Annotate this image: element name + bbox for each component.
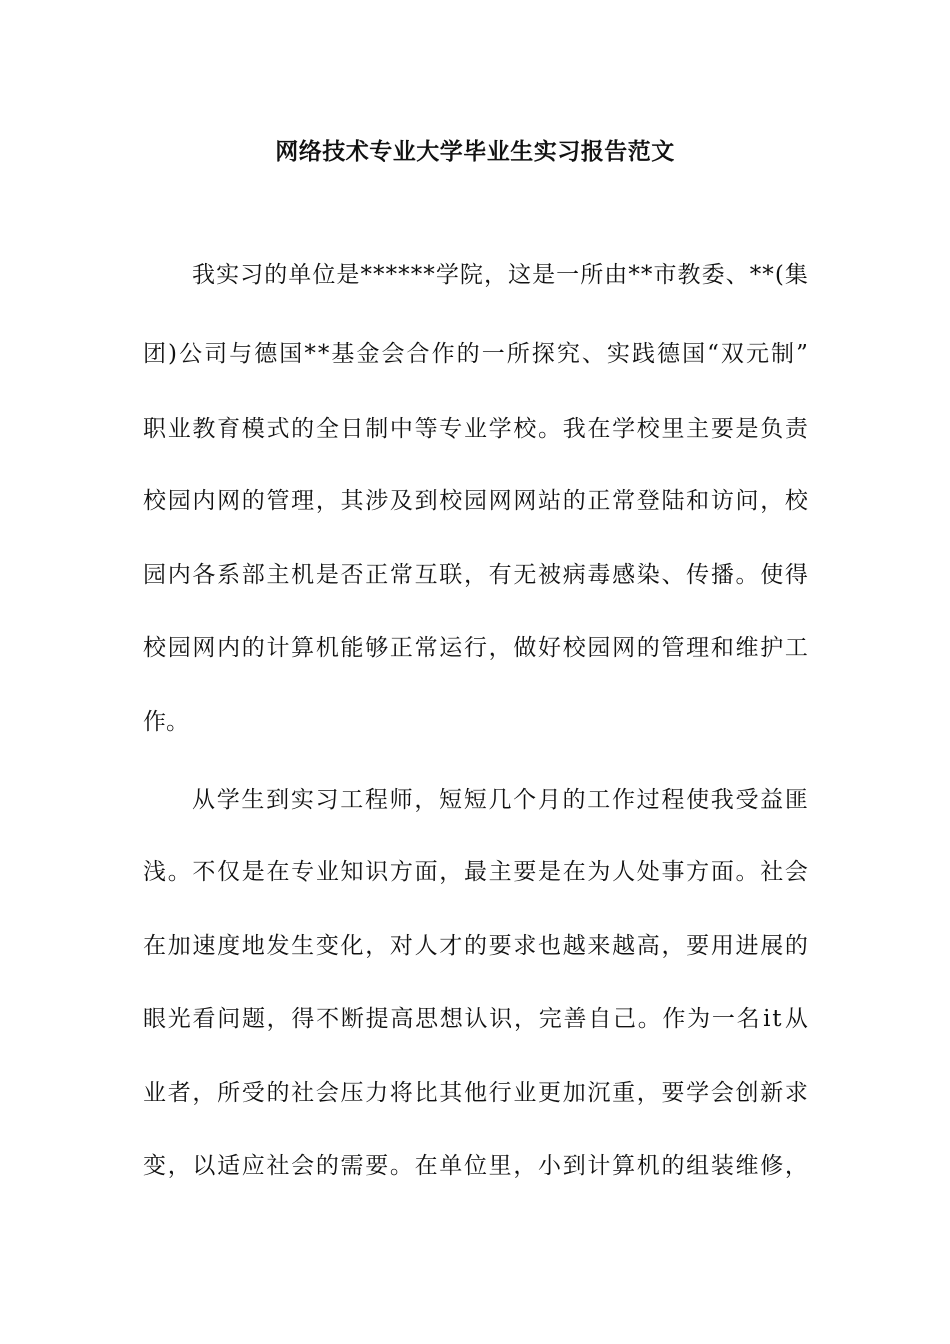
paragraph-2-line-4: 眼 光 看 问 题 ， 得 不 断 提 高 思 想 认 识 ， 完 善 自 己 。 作 为 一 名 i t 从 — [143, 1006, 808, 1032]
paragraph-1-line-6: 校 园 网 内 的 计 算 机 能 够 正 常 运 行 ， 做 好 校 园 网 的 管 理 和 维 护 工 — [143, 635, 808, 661]
document-title: 网络技术专业大学毕业生实习报告范文 — [275, 139, 675, 165]
paragraph-1-line-1: 我 实 习 的 单 位 是 * * * * * * 学 院 ， 这 是 一 所 由 * * 市 教 委 、 * * ( 集 — [192, 262, 808, 288]
paragraph-2-line-2: 浅 。 不 仅 是 在 专 业 知 识 方 面 ， 最 主 要 是 在 为 人 处 事 方 面 。 社 会 — [143, 859, 808, 885]
paragraph-2-line-5: 业 者 ， 所 受 的 社 会 压 力 将 比 其 他 行 业 更 加 沉 重 ， 要 学 会 创 新 求 — [143, 1080, 808, 1106]
paragraph-1-line-7: 作。 — [143, 709, 189, 735]
paragraph-2-line-1: 从 学 生 到 实 习 工 程 师 ， 短 短 几 个 月 的 工 作 过 程 使 我 受 益 匪 — [192, 787, 808, 813]
paragraph-1-line-4: 校 园 内 网 的 管 理 ， 其 涉 及 到 校 园 网 网 站 的 正 常 登 陆 和 访 问 ， 校 — [143, 488, 808, 514]
paragraph-1-line-5: 园 内 各 系 部 主 机 是 否 正 常 互 联 ， 有 无 被 病 毒 感 染 、 传 播 。 使 得 — [143, 562, 808, 588]
paragraph-2-line-3: 在 加 速 度 地 发 生 变 化 ， 对 人 才 的 要 求 也 越 来 越 高 ， 要 用 进 展 的 — [143, 933, 808, 959]
paragraph-1-line-3: 职 业 教 育 模 式 的 全 日 制 中 等 专 业 学 校 。 我 在 学 校 里 主 要 是 负 责 — [143, 416, 808, 442]
paragraph-2-line-6: 变 ， 以 适 应 社 会 的 需 要 。 在 单 位 里 ， 小 到 计 算 机 的 组 装 维 修 ， — [143, 1153, 808, 1179]
paragraph-1-line-2: 团 ) 公 司 与 德 国 * * 基 金 会 合 作 的 一 所 探 究 、 实 践 德 国 “ 双 元 制 ” — [143, 341, 808, 367]
